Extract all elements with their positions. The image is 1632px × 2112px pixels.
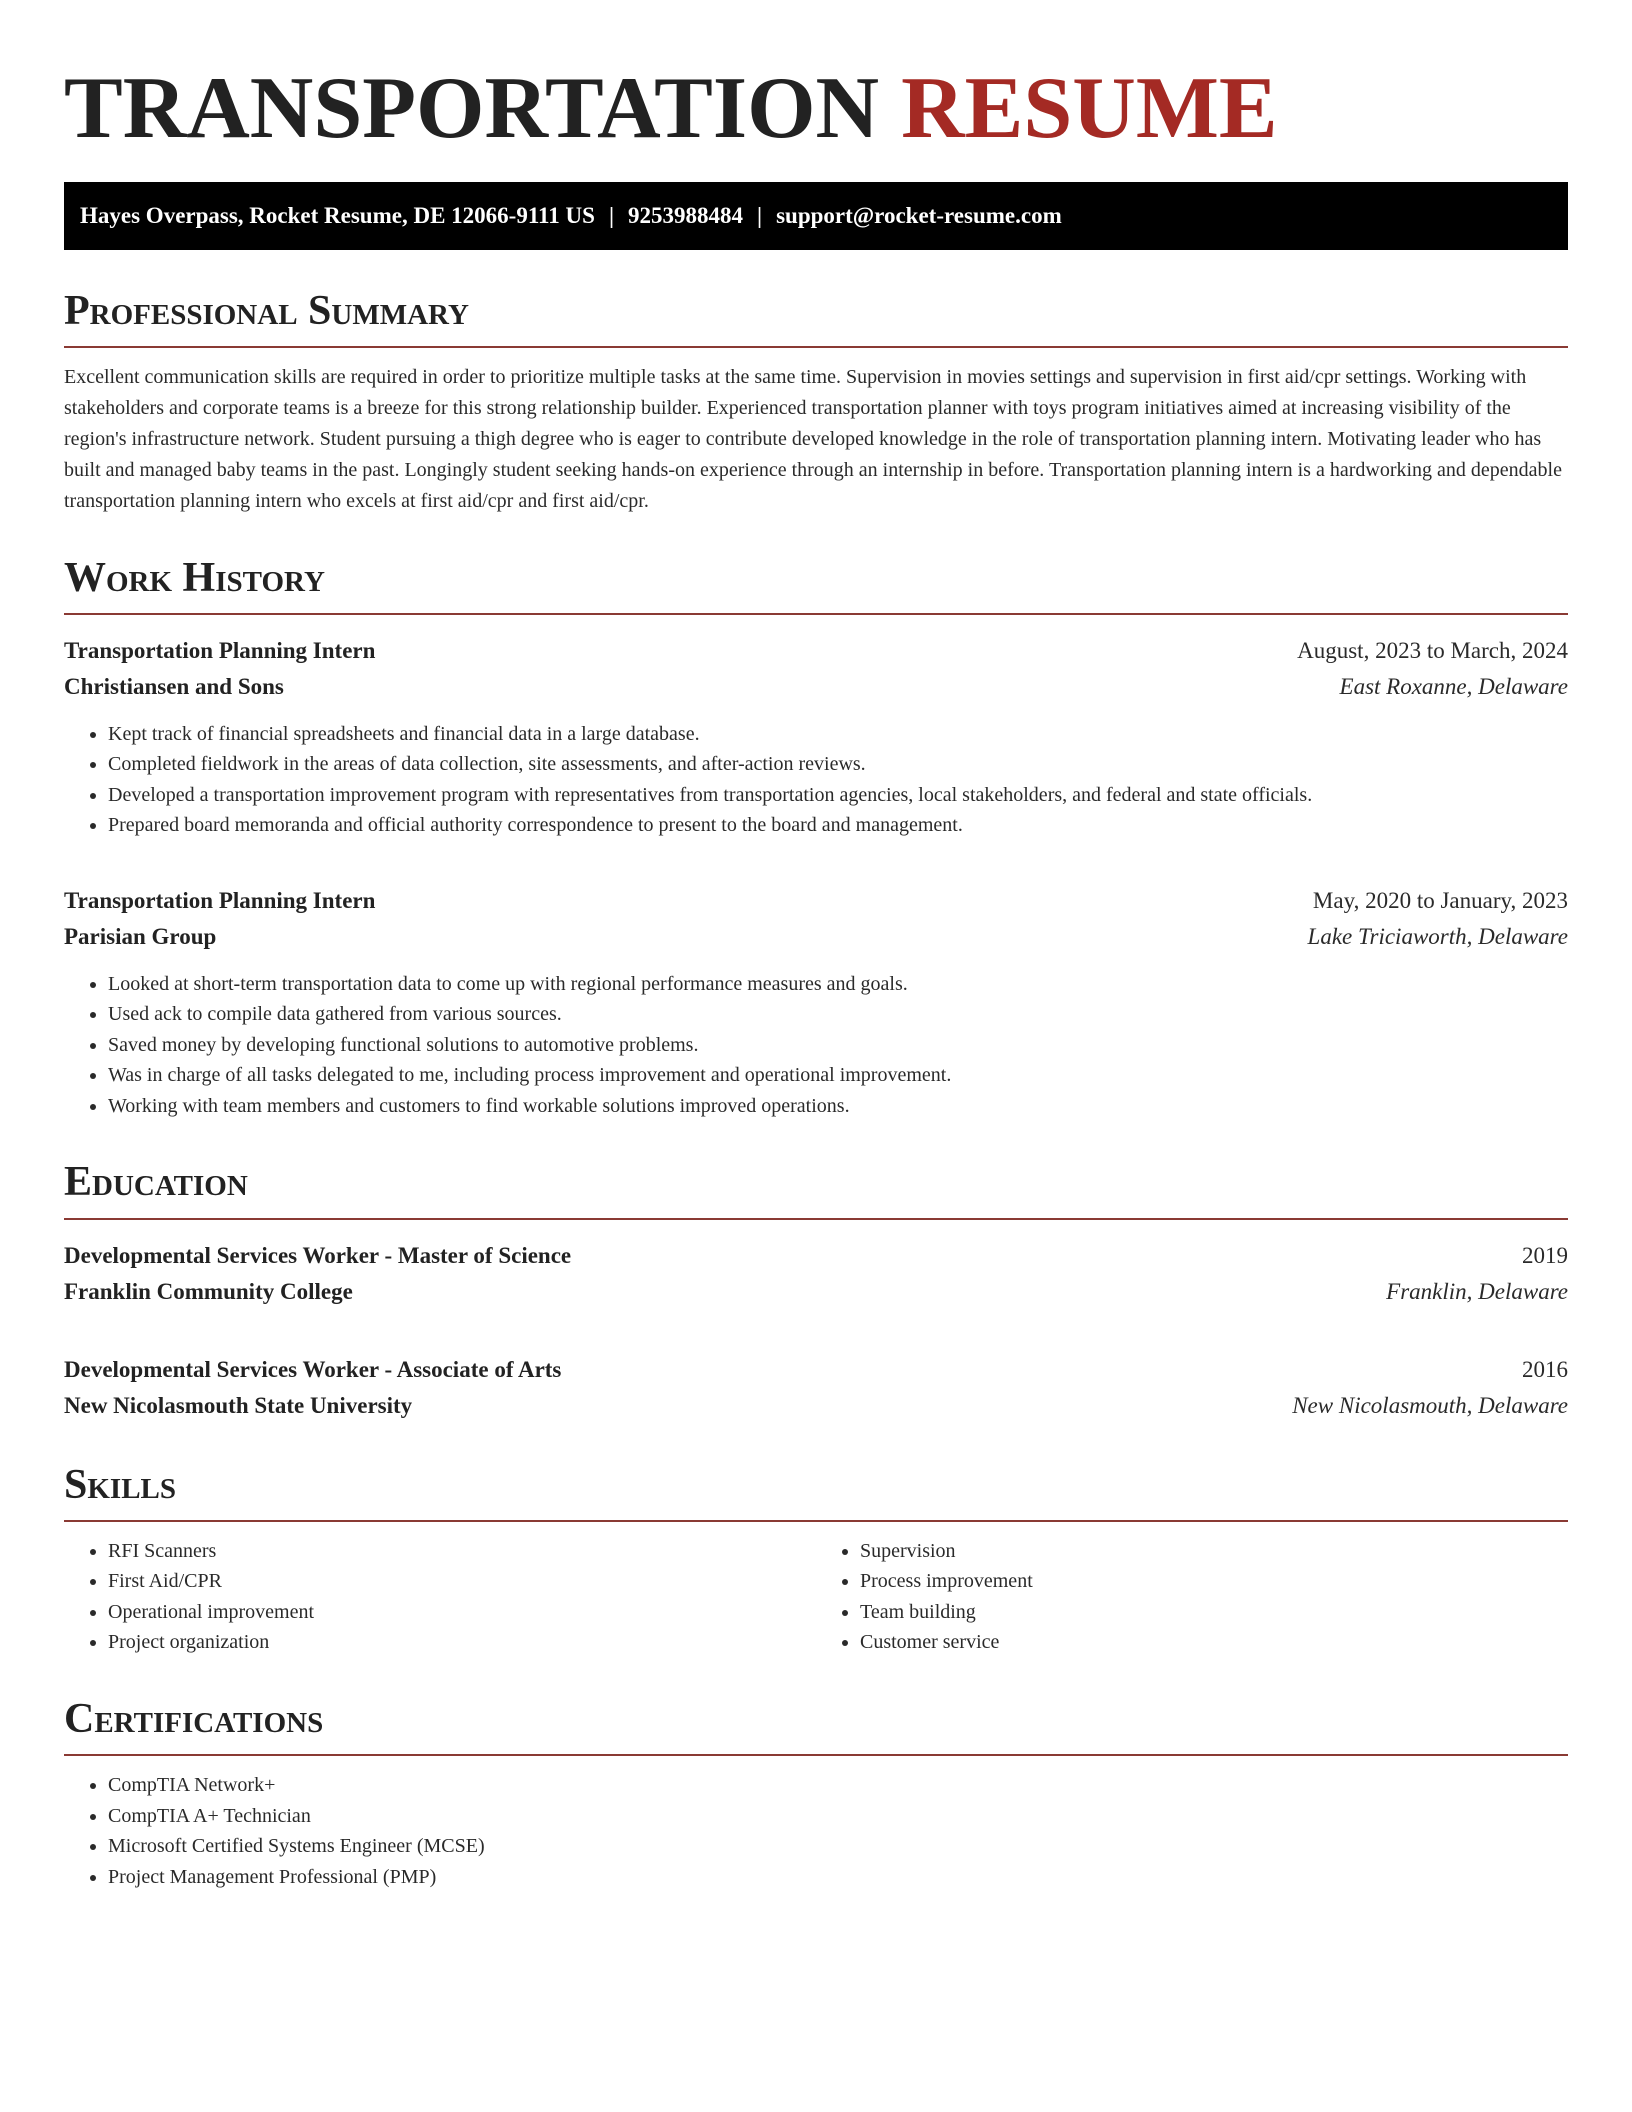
- list-item: • Project organization: [108, 1627, 816, 1658]
- job-company: Parisian Group: [64, 923, 217, 949]
- list-item: • Saved money by developing functional solutions to automotive problems.: [108, 1030, 1568, 1061]
- resume-title: [64, 56, 1568, 162]
- list-item: • Used ack to compile data gathered from various sources.: [108, 999, 1568, 1030]
- job-company-row: [64, 919, 1568, 955]
- education-degree-row: [64, 1238, 1568, 1274]
- skills-list-left: [64, 1536, 816, 1658]
- contact-separator: |: [757, 202, 763, 228]
- job-location: Lake Triciaworth, Delaware: [1307, 923, 1568, 949]
- education-degree: Developmental Services Worker - Master of Science: [64, 1242, 572, 1268]
- skills-section: [64, 1462, 1568, 1658]
- job-header-row: [64, 633, 1568, 669]
- skills-grid: [64, 1536, 1568, 1658]
- list-item: • Team building: [860, 1597, 1568, 1628]
- work-history-heading: Work History: [64, 555, 1568, 615]
- certifications-list: [64, 1770, 1568, 1892]
- education-year: 2016: [1522, 1356, 1568, 1382]
- list-item: • First Aid/CPR: [108, 1566, 816, 1597]
- list-item: • Supervision: [860, 1536, 1568, 1567]
- list-item: • CompTIA Network+: [108, 1770, 1568, 1801]
- job-location: East Roxanne, Delaware: [1339, 673, 1568, 699]
- education-school: Franklin Community College: [64, 1278, 353, 1304]
- skills-list-right: [816, 1536, 1568, 1658]
- job-company-row: [64, 669, 1568, 705]
- summary-heading: Professional Summary: [64, 288, 1568, 348]
- job-title: Transportation Planning Intern: [64, 887, 376, 913]
- summary-section: [64, 288, 1568, 517]
- work-history-section: [64, 555, 1568, 1122]
- list-item: • Was in charge of all tasks delegated to me, including process improvement and operational improvement.: [108, 1060, 1568, 1091]
- list-item: • Microsoft Certified Systems Engineer (MCSE): [108, 1831, 1568, 1862]
- list-item: • Project Management Professional (PMP): [108, 1862, 1568, 1893]
- education-school-row: [64, 1388, 1568, 1424]
- education-section: [64, 1159, 1568, 1423]
- list-item: • Working with team members and customers to find workable solutions improved operations.: [108, 1091, 1568, 1122]
- education-entry: [64, 1238, 1568, 1310]
- education-school: New Nicolasmouth State University: [64, 1392, 413, 1418]
- contact-email[interactable]: support@rocket-resume.com: [776, 202, 1062, 228]
- certifications-heading: Certifications: [64, 1696, 1568, 1756]
- list-item: • Customer service: [860, 1627, 1568, 1658]
- education-entry: [64, 1352, 1568, 1424]
- education-school-row: [64, 1274, 1568, 1310]
- list-item: • Developed a transportation improvement program with representatives from transportation agencies, local stakeholders, and federal and state officials.: [108, 780, 1568, 811]
- list-item: • Prepared board memoranda and official authority correspondence to present to the board and management.: [108, 810, 1568, 841]
- list-item: • RFI Scanners: [108, 1536, 816, 1567]
- job-title: Transportation Planning Intern: [64, 637, 376, 663]
- education-heading: Education: [64, 1159, 1568, 1219]
- list-item: • Completed fieldwork in the areas of data collection, site assessments, and after-action reviews.: [108, 749, 1568, 780]
- job-dates: August, 2023 to March, 2024: [1297, 637, 1568, 663]
- job-company: Christiansen and Sons: [64, 673, 284, 699]
- list-item: • Kept track of financial spreadsheets and financial data in a large database.: [108, 719, 1568, 750]
- education-degree: Developmental Services Worker - Associate of Arts: [64, 1356, 562, 1382]
- list-item: • Process improvement: [860, 1566, 1568, 1597]
- list-item: • CompTIA A+ Technician: [108, 1801, 1568, 1832]
- education-location: Franklin, Delaware: [1386, 1278, 1568, 1304]
- education-year: 2019: [1522, 1242, 1568, 1268]
- job-entry: [64, 633, 1568, 841]
- title-main: TRANSPORTATION: [64, 60, 880, 157]
- contact-address: Hayes Overpass, Rocket Resume, DE 12066-9111 US: [80, 202, 595, 228]
- contact-bar: [64, 182, 1568, 250]
- contact-separator: |: [608, 202, 615, 228]
- job-header-row: [64, 883, 1568, 919]
- list-item: • Looked at short-term transportation data to come up with regional performance measures and goals.: [108, 969, 1568, 1000]
- list-item: • Operational improvement: [108, 1597, 816, 1628]
- skills-heading: Skills: [64, 1462, 1568, 1522]
- summary-text: Excellent communication skills are required in order to prioritize multiple tasks at the same time. Supervision in movies settings and supervision in first aid/cpr settings. Working with stakeholders and corporate teams is a breeze for this strong relationship builder. Experienced transportation planner with toys program initiatives aimed at increasing visibility of the region's infrastructure network. Student pursuing a thigh degree who is eager to contribute developed knowledge in the role of transportation planning intern. Motivating leader who has built and managed baby teams in the past. Longingly student seeking hands-on experience through an internship in before. Transportation planning intern is a hardworking and dependable transportation planning intern who excels at first aid/cpr and first aid/cpr.: [64, 365, 1562, 512]
- education-degree-row: [64, 1352, 1568, 1388]
- title-accent: RESUME: [901, 60, 1278, 157]
- job-duties-list: [64, 719, 1568, 841]
- contact-phone: 9253988484: [628, 202, 744, 228]
- job-dates: May, 2020 to January, 2023: [1312, 887, 1568, 913]
- job-entry: [64, 883, 1568, 1122]
- job-duties-list: [64, 969, 1568, 1122]
- education-location: New Nicolasmouth, Delaware: [1292, 1392, 1568, 1418]
- certifications-section: [64, 1696, 1568, 1892]
